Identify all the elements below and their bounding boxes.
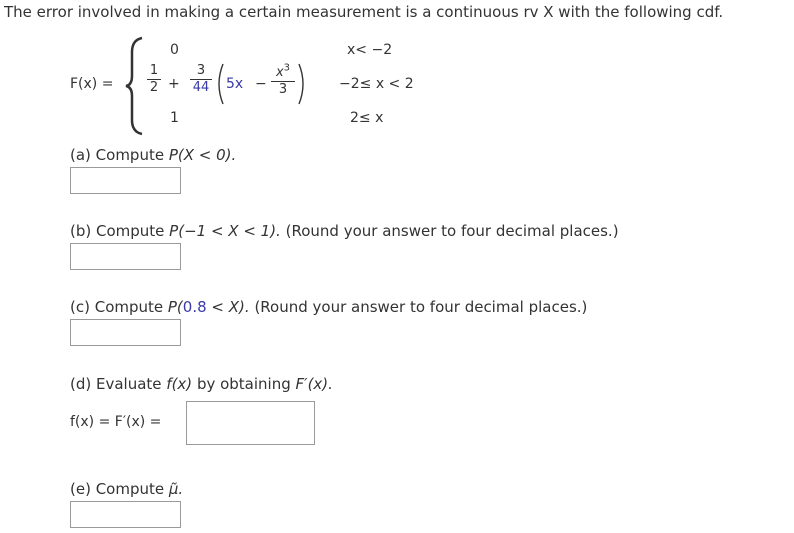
part-a-label: (a) Compute: [70, 146, 169, 164]
right-paren-icon: [297, 62, 309, 106]
coef-denominator: 44: [192, 80, 210, 95]
x3-numerator: x: [275, 65, 284, 81]
x3-denominator: 3: [278, 82, 288, 98]
case1-value: 0: [170, 42, 179, 58]
part-d-label: (d) Evaluate: [70, 375, 167, 393]
part-b-instruction: (Round your answer to four decimal places.): [280, 222, 619, 240]
part-a-math: P(X < 0).: [168, 146, 237, 164]
part-d-math-f: f(x): [166, 375, 193, 393]
part-c-value: 0.8: [182, 298, 207, 316]
part-a-prompt: [70, 146, 236, 164]
part-c-answer-input[interactable]: [70, 319, 181, 346]
part-e-prompt: [70, 480, 183, 498]
fraction-one-half: [147, 64, 161, 95]
part-c-math-close: < X).: [206, 298, 250, 316]
part-a-answer-input[interactable]: [70, 167, 181, 194]
part-d-answer-input[interactable]: [186, 401, 315, 445]
case3-value: 1: [170, 110, 179, 126]
part-b-answer-input[interactable]: [70, 243, 181, 270]
term-5x: 5x: [226, 76, 244, 92]
problem-intro: The error involved in making a certain measurement is a continuous rv X with the following cdf.: [4, 3, 724, 21]
half-denominator: 2: [149, 80, 159, 95]
left-paren-icon: [213, 62, 225, 106]
part-e-answer-input[interactable]: [70, 501, 181, 528]
part-c-prompt: [70, 298, 587, 316]
part-c-math-open: P(: [167, 298, 183, 316]
fraction-x-cubed: [271, 62, 295, 97]
plus-sign: +: [168, 76, 180, 92]
part-b-prompt: [70, 222, 619, 240]
left-brace-icon: [124, 36, 146, 136]
part-e-label: (e) Compute: [70, 480, 169, 498]
part-b-math: P(−1 < X < 1).: [169, 222, 281, 240]
part-d-prompt: [70, 375, 333, 393]
part-d-math-fprime: F′(x).: [295, 375, 333, 393]
x3-exponent: 3: [283, 63, 291, 74]
part-c-label: (c) Compute: [70, 298, 168, 316]
part-b-label: (b) Compute: [70, 222, 170, 240]
part-c-instruction: (Round your answer to four decimal places.): [249, 298, 588, 316]
part-d-connector: by obtaining: [192, 375, 296, 393]
minus-sign: −: [255, 76, 267, 92]
cdf-lhs: F(x) =: [70, 76, 114, 92]
coef-numerator: 3: [196, 63, 206, 78]
case3-condition: 2≤ x: [350, 110, 384, 126]
part-d-lhs: f(x) = F′(x) =: [70, 414, 162, 430]
part-e-math: μ̃.: [168, 480, 184, 498]
half-numerator: 1: [149, 63, 159, 78]
fraction-coefficient: [190, 64, 212, 95]
case2-condition: −2≤ x < 2: [339, 76, 414, 92]
case1-condition: x< −2: [347, 42, 393, 58]
